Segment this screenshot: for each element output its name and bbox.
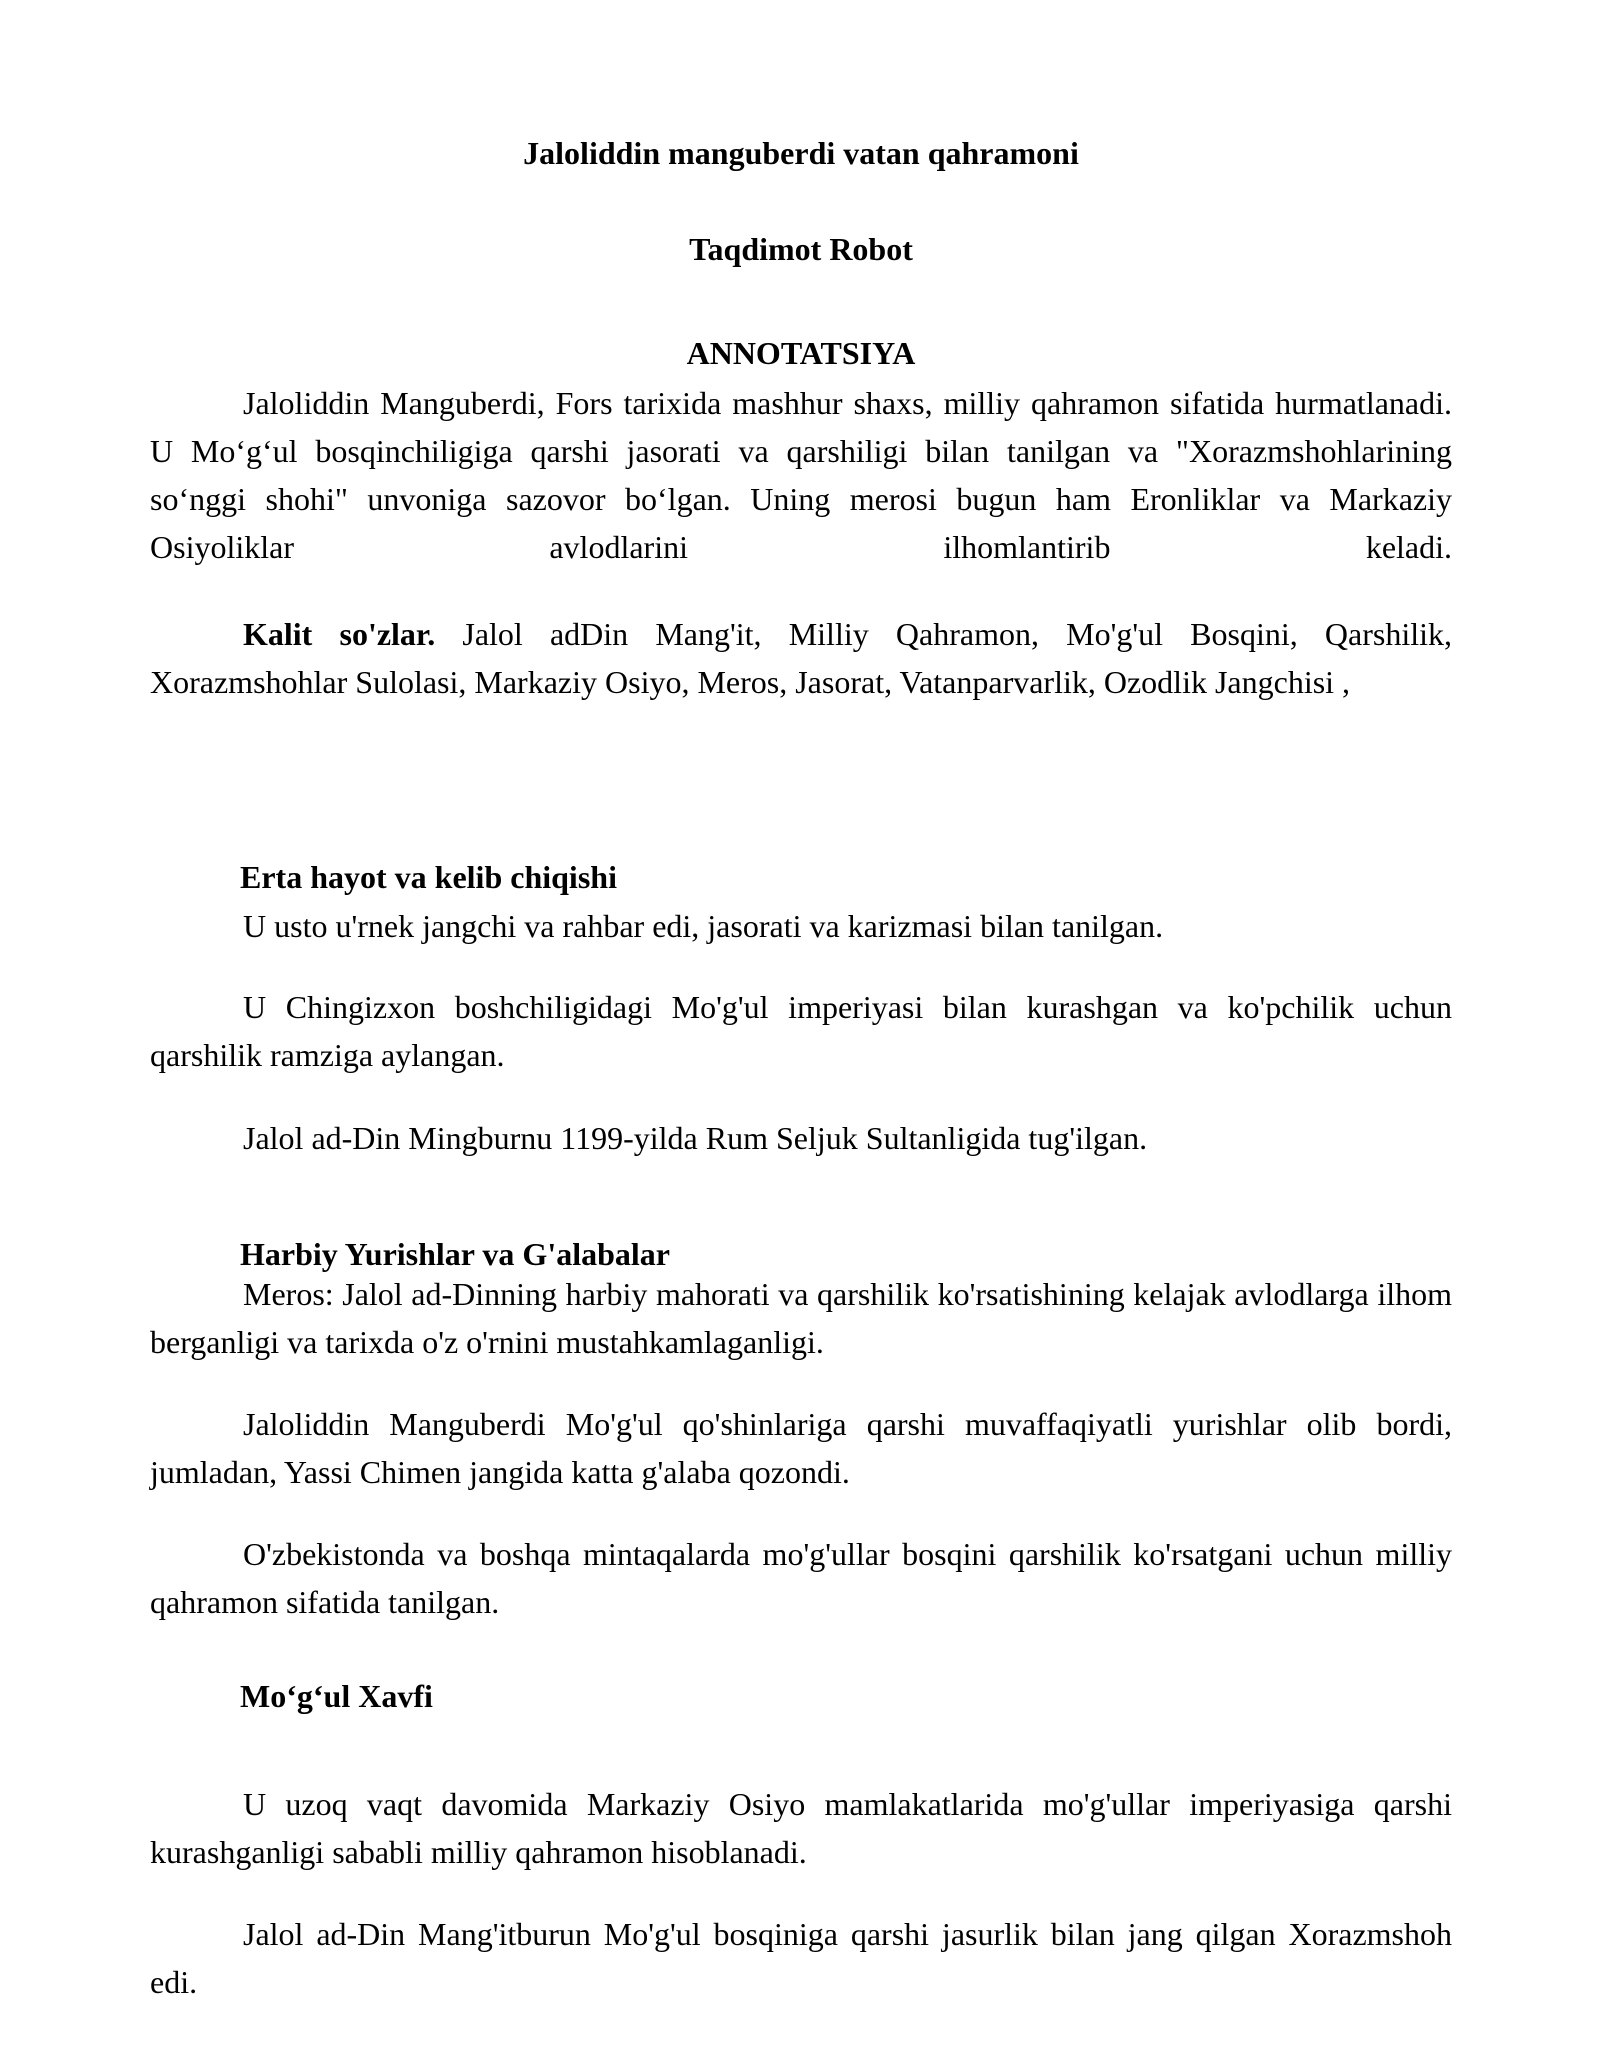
early-life-paragraph-3: Jalol ad-Din Mingburnu 1199-yilda Rum Seljuk Sultanligida tug'ilgan. xyxy=(243,1120,1148,1156)
keywords-text: Jalol adDin Mang'it, Milliy Qahramon, Mo'g'ul Bosqini, Qarshilik, Xorazmshohlar Sulolasi, Markaziy Osiyo, Meros, Jasorat, Vatanparvarlik, Ozodlik Jangchisi , xyxy=(150,616,1453,700)
early-life-paragraph-2: U Chingizxon boshchiligidagi Mo'g'ul imperiyasi bilan kurashgan va ko'pchilik uchun qarshilik ramziga aylangan. xyxy=(150,989,1452,1073)
early-life-paragraph-1: U usto u'rnek jangchi va rahbar edi, jasorati va karizmasi bilan tanilgan. xyxy=(243,908,1164,944)
keywords-paragraph xyxy=(150,610,1452,706)
keywords-label: Kalit so'zlar. xyxy=(243,616,436,652)
military-paragraph-3: O'zbekistonda va boshqa mintaqalarda mo'g'ullar bosqini qarshilik ko'rsatgani uchun milliy qahramon sifatida tanilgan. xyxy=(150,1536,1452,1620)
annotation-heading: ANNOTATSIYA xyxy=(686,335,916,371)
document-title: Jaloliddin manguberdi vatan qahramoni xyxy=(523,135,1079,171)
military-paragraph-2: Jaloliddin Manguberdi Mo'g'ul qo'shinlariga qarshi muvaffaqiyatli yurishlar olib bordi, jumladan, Yassi Chimen jangida katta g'alaba qozondi. xyxy=(150,1406,1452,1490)
section-heading-military-campaigns: Harbiy Yurishlar va G'alabalar xyxy=(240,1236,670,1272)
mongol-threat-paragraph-1: U uzoq vaqt davomida Markaziy Osiyo mamlakatlarida mo'g'ullar imperiyasiga qarshi kurashganligi sababli milliy qahramon hisoblanadi. xyxy=(150,1786,1452,1870)
military-paragraph-1: Meros: Jalol ad-Dinning harbiy mahorati va qarshilik ko'rsatishining kelajak avlodlarga ilhom berganligi va tarixda o'z o'rnini mustahkamlaganligi. xyxy=(150,1276,1452,1360)
document-subtitle: Taqdimot Robot xyxy=(689,231,913,267)
mongol-threat-paragraph-2: Jalol ad-Din Mang'itburun Mo'g'ul bosqiniga qarshi jasurlik bilan jang qilgan Xorazmshoh edi. xyxy=(150,1916,1452,2000)
annotation-paragraph: Jaloliddin Manguberdi, Fors tarixida mashhur shaxs, milliy qahramon sifatida hurmatlanadi. U Mo‘g‘ul bosqinchiligiga qarshi jasorati va qarshiligi bilan tanilgan va "Xorazmshohlarining so‘nggi shohi" unvoniga sazovor bo‘lgan. Uning merosi bugun ham Eronliklar va Markaziy Osiyoliklar avlodlarini ilhomlantirib keladi. xyxy=(150,385,1452,565)
section-heading-early-life: Erta hayot va kelib chiqishi xyxy=(240,859,617,895)
document-page xyxy=(150,0,1452,2070)
section-heading-mongol-threat: Mo‘g‘ul Xavfi xyxy=(240,1678,433,1714)
